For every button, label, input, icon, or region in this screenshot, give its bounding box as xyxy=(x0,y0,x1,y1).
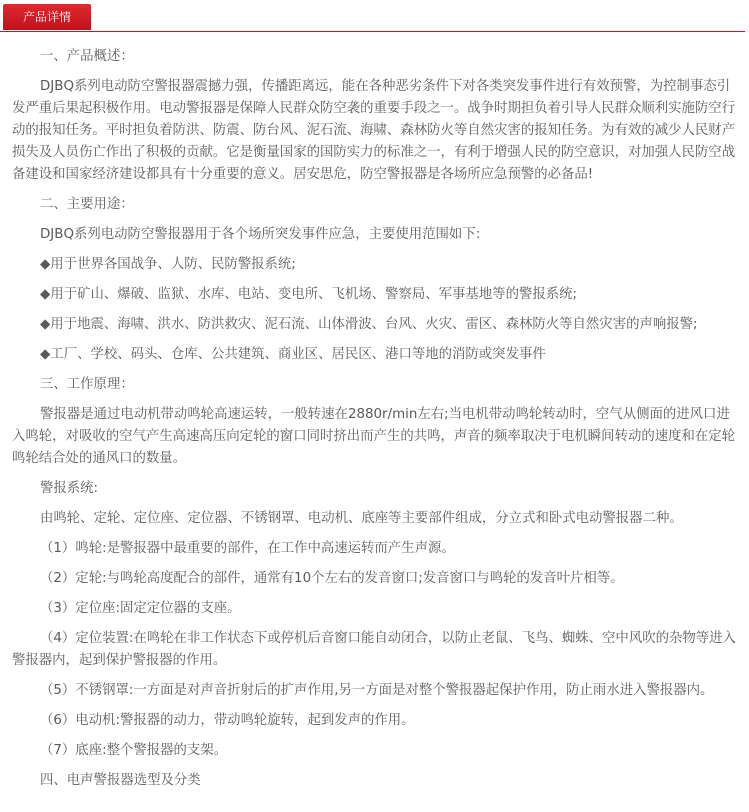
component-item: （1）鸣轮:是警报器中最重要的部件，在工作中高速运转而产生声源。 xyxy=(40,541,455,556)
component-item: （2）定轮:与鸣轮高度配合的部件，通常有10个左右的发音窗口;发音窗口与鸣轮的发音叶片相等。 xyxy=(40,571,624,586)
section-heading-overview: 一、产品概述： xyxy=(40,49,134,64)
product-description xyxy=(12,46,742,800)
component-item: （5）不锈钢罩:一方面是对声音折射后的扩声作用,另一方面是对整个警报器起保护作用，防止雨水进入警报器内。 xyxy=(40,683,714,698)
paragraph-overview: DJBQ系列电动防空警报器震撼力强，传播距离远，能在各种恶劣条件下对各类突发事件进行有效预警，为控制事态引发严重后果起积极作用。电动警报器是保障人民群众防空袭的重要手段之一。战争时期担负着引导人民群众顺利实施防空行动的报知任务。平时担负着防洪、防震、防台风、泥石流、海啸、森林防火等自然灾害的报知任务。为有效的减少人民财产损失及人员伤亡作出了积极的贡献。它是衡量国家的国防实力的标准之一，有利于增强人民的防空意识，对加强人民防空战备建设和国家经济建设都具有十分重要的意义。居安思危，防空警报器是各场所应急预警的必备品! xyxy=(12,79,736,182)
bullet-item: ◆用于世界各国战争、人防、民防警报系统; xyxy=(40,257,296,272)
paragraph-components: 由鸣轮、定轮、定位座、定位器、不锈钢罩、电动机、底座等主要部件组成，分立式和卧式电动警报器二种。 xyxy=(40,511,683,526)
component-item: （7）底座:整个警报器的支架。 xyxy=(40,743,228,758)
tab-product-details[interactable]: 产品详情 xyxy=(3,4,91,30)
component-item: （3）定位座:固定定位器的支座。 xyxy=(40,601,241,616)
bullet-item: ◆用于地震、海啸、洪水、防洪救灾、泥石流、山体滑波、台风、火灾、雷区、森林防火等自然灾害的声响报警; xyxy=(40,317,698,332)
section-heading-uses: 二、主要用途： xyxy=(40,197,134,212)
paragraph-uses-intro: DJBQ系列电动防空警报器用于各个场所突发事件应急，主要使用范围如下: xyxy=(40,227,481,242)
tab-bar xyxy=(0,0,745,32)
bullet-item: ◆用于矿山、爆破、监狱、水库、电站、变电所、飞机场、警察局、军事基地等的警报系统; xyxy=(40,287,578,302)
section-heading-principle: 三、工作原理： xyxy=(40,377,134,392)
section-heading-selection: 四、电声警报器选型及分类 xyxy=(40,773,201,788)
paragraph-alarm-system: 警报系统: xyxy=(40,481,99,496)
bullet-item: ◆工厂、学校、码头、仓库、公共建筑、商业区、居民区、港口等地的消防或突发事件 xyxy=(40,347,546,362)
component-item: （6）电动机:警报器的动力，带动鸣轮旋转，起到发声的作用。 xyxy=(40,713,415,728)
paragraph-principle: 警报器是通过电动机带动鸣轮高速运转，一般转速在2880r/min左右;当电机带动鸣轮转动时，空气从侧面的进风口进入鸣轮，对吸收的空气产生高速高压向定轮的窗口同时挤出而产生的共鸣，声音的频率取决于电机瞬间转动的速度和在定轮鸣轮结合处的通风口的数量。 xyxy=(12,407,736,466)
component-item: （4）定位装置:在鸣轮在非工作状态下或停机后音窗口能自动闭合，以防止老鼠、飞鸟、蜘蛛、空中风吹的杂物等进入警报器内，起到保护警报器的作用。 xyxy=(12,631,736,668)
